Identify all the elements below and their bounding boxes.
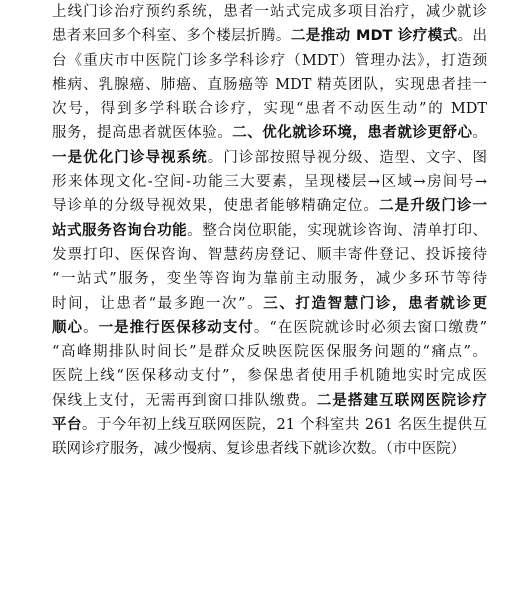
- text-segment: 。整合岗位职能，实现就诊咨询、清单打印、: [187, 222, 487, 239]
- text-line: [52, 389, 487, 413]
- text-segment: 。: [83, 319, 99, 336]
- text-segment: 服务，提高患者就医体验。: [52, 125, 233, 142]
- bold-text-segment: 一是推行医保移动支付: [98, 319, 254, 336]
- text-segment: 患者来回多个科室、多个楼层折腾。: [52, 28, 291, 45]
- text-segment: 医院上线“医保移动支付”，参保患者使用手机随地实时完成医: [52, 368, 487, 385]
- bold-text-segment: 二是升级门诊一: [379, 198, 487, 215]
- text-line: [52, 121, 487, 145]
- text-segment: 。出: [457, 28, 487, 45]
- bold-text-segment: 顺心: [52, 319, 84, 336]
- bold-text-segment: 三、打造智慧门诊，患者就诊更: [263, 295, 487, 312]
- text-segment: 次号，得到多学科联合诊疗，实现“患者不动医生动”的 MDT: [52, 101, 487, 118]
- text-line: [52, 340, 487, 364]
- text-segment: 形来体现文化-空间-功能三大要素，呈现楼层→区域→房间号→: [52, 174, 487, 191]
- text-line: [52, 243, 487, 267]
- text-line: [52, 316, 487, 340]
- text-segment: “高峰期排队时间长”是群众反映医院医保服务问题的“痛点”。: [52, 344, 487, 361]
- text-segment: 。门诊部按照导视分级、造型、文字、图: [207, 149, 487, 166]
- text-segment: 。: [472, 125, 487, 142]
- text-line: [52, 146, 487, 170]
- text-line: [52, 267, 487, 291]
- text-segment: 发票打印、医保咨询、智慧药房登记、顺丰寄件登记、投诉接待: [52, 246, 487, 263]
- text-line: [52, 0, 487, 24]
- text-line: [52, 413, 487, 437]
- bold-text-segment: 平台: [52, 417, 82, 434]
- text-segment: 。于今年初上线互联网医院，21 个科室共 261 名医生提供互: [81, 417, 487, 434]
- text-segment: 时间，让患者“最多跑一次”。: [52, 295, 264, 312]
- bold-text-segment: 站式服务咨询台功能: [52, 222, 188, 239]
- text-segment: 椎病、乳腺癌、肺癌、直肠癌等 MDT 精英团队，实现患者挂一: [52, 76, 487, 93]
- bold-text-segment: 二、优化就诊环境，患者就诊更舒心: [232, 125, 473, 142]
- text-line: [52, 437, 487, 461]
- text-line: [52, 170, 487, 194]
- text-segment: “一站式”服务，变坐等咨询为靠前主动服务，减少多环节等待: [52, 271, 487, 288]
- text-line: [52, 219, 487, 243]
- document-page: [52, 0, 487, 462]
- text-line: [52, 73, 487, 97]
- text-segment: 保线上支付，无需再到窗口排队缴费。: [52, 392, 317, 409]
- text-line: [52, 194, 487, 218]
- bold-text-segment: 一是优化门诊导视系统: [52, 149, 208, 166]
- text-segment: 联网诊疗服务，减少慢病、复诊患者线下就诊次数。（市中医院）: [52, 441, 466, 458]
- bold-text-segment: 二是推动 MDT 诊疗模式: [290, 28, 458, 45]
- text-segment: 上线门诊治疗预约系统，患者一站式完成多项目治疗，减少就诊: [52, 4, 487, 20]
- bold-text-segment: 二是搭建互联网医院诊疗: [316, 392, 487, 409]
- text-line: [52, 49, 487, 73]
- text-segment: 导诊单的分级导视效果，使患者能够精确定位。: [52, 198, 380, 215]
- text-line: [52, 292, 487, 316]
- text-segment: 。“在医院就诊时必须去窗口缴费”: [253, 319, 487, 336]
- text-line: [52, 364, 487, 388]
- text-segment: 台《重庆市中医院门诊多学科诊疗（MDT）管理办法》，打造颈: [52, 52, 487, 69]
- text-line: [52, 24, 487, 48]
- text-line: [52, 97, 487, 121]
